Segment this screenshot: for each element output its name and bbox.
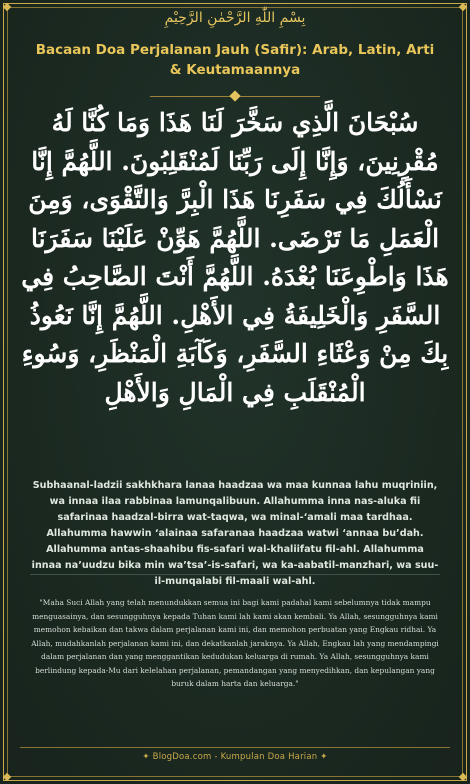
footer-site[interactable]: BlogDoa.com <box>152 752 212 762</box>
footer-tagline: Kumpulan Doa Harian <box>220 752 318 762</box>
footer <box>0 752 470 762</box>
star-ornament-icon: ✦ <box>142 752 150 762</box>
footer-divider <box>20 747 450 748</box>
footer-separator: - <box>214 752 218 762</box>
arabic-prayer-text: سُبْحَانَ الَّذِي سَخَّرَ لَنَا هَذَا وَمَا كُنَّا لَهُ مُقْرِنِينَ، وَإِنَّا إِلَى رَبِّنَا لَمُنْقَلِبُونَ. اللَّهُمَّ إِنَّا نَسْأَلُكَ فِي سَفَرِنَا هَذَا الْبِرَّ وَالتَّقْوَى، وَمِنَ الْعَمَلِ مَا تَرْضَى. اللَّهُمَّ هَوِّنْ عَلَيْنَا سَفَرَنَا هَذَا وَاطْوِعَنَا بُعْدَهُ. اللَّهُمَّ أَنْتَ الصَّاحِبُ فِي السَّفَرِ وَالْخَلِيفَةُ فِي الأَهْلِ. اللَّهُمَّ إِنَّا نَعُوذُ بِكَ مِنْ وَعْثَاءِ السَّفَرِ، وَكَآبَةِ الْمَنْظَرِ، وَسُوءِ الْمُنْقَلَبِ فِي الْمَالِ وَالأَهْلِ <box>21 108 449 407</box>
basmalah: بِسْمِ اللّٰهِ الرَّحْمٰنِ الرَّحِيْمِ <box>164 10 306 26</box>
latin-transliteration: Subhaanal-ladzii sakhkhara lanaa haadzaa wa maa kunnaa lahu muqriniin, wa innaa ilaa rabbinaa lamunqalibuun. Allahumma inna nas-aluka fii safarinaa haadzal-birra wat-taqwa, wa minal-‘amali maa tardhaa. Allahumma hawwin ‘alainaa safaranaa haadzaa watwi ‘annaa bu’dah. Allahumma antas-shaahibu fis-safari wal-khaliifatu fil-ahl. Allahumma innaa na’uudzu bika min wa’tsa’-is-safari, wa ka-aabatil-manzhari, wa suu-il-munqalabi fil-maali wal-ahl. <box>31 480 439 587</box>
star-ornament-icon: ✦ <box>320 752 328 762</box>
translation-text: "Maha Suci Allah yang telah menundukkan semua ini bagi kami padahal kami sebelumnya tidak mampu menguasainya, dan sesungguhnya kepada Tuhan kami lah kami akan kembali. Ya Allah, sesungguhnya kami memohon kebaikan dan takwa dalam perjalanan kami ini, dan memohon perbuatan yang Engkau ridhai. Ya Allah, mudahkanlah perjalanan kami ini, dan dekatkanlah jaraknya. Ya Allah, Engkau lah yang mendampingi dalam perjalanan dan yang menggantikan kedudukan keluarga di rumah. Ya Allah, sesungguhnya kami berlindung kepada-Mu dari kelelahan perjalanan, pemandangan yang menyedihkan, dan kepulangan yang buruk dalam harta dan keluarga." <box>31 598 439 688</box>
page-title: Bacaan Doa Perjalanan Jauh (Safir): Arab, Latin, Arti & Keutamaannya <box>35 42 435 78</box>
section-divider <box>30 574 440 575</box>
